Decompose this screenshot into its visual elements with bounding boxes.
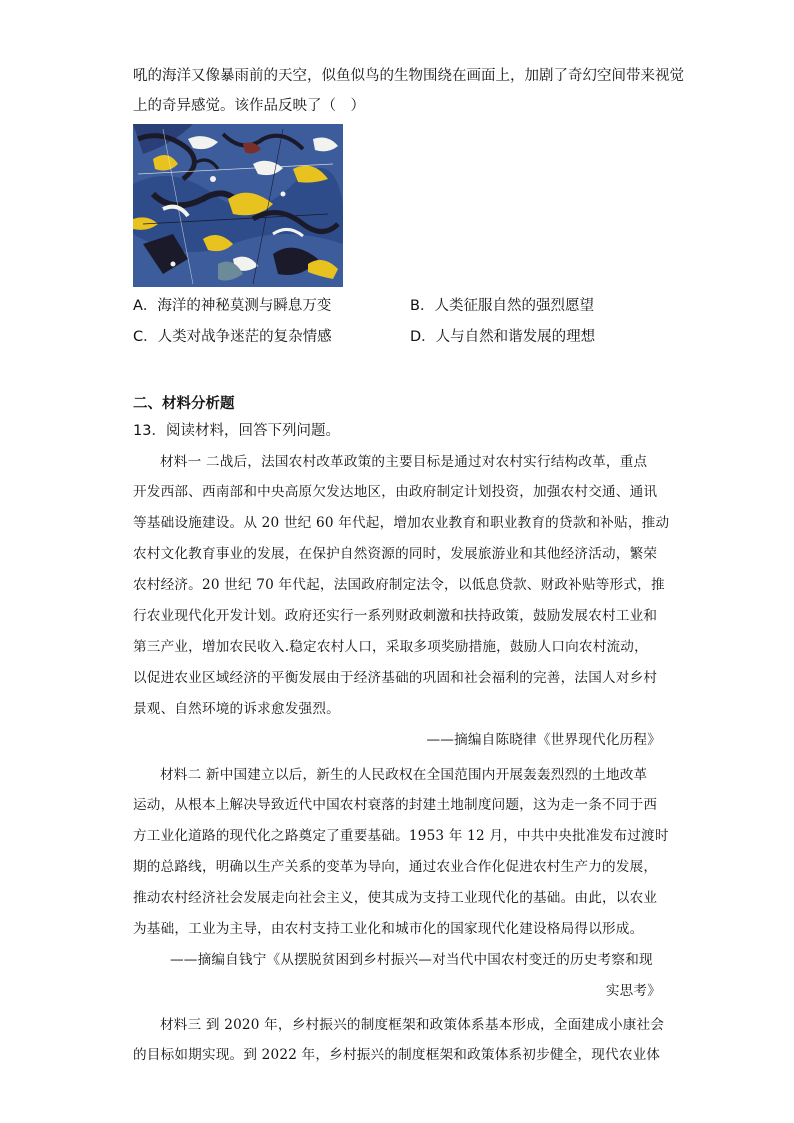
- option-d: D．人与自然和谐发展的理想: [410, 329, 596, 345]
- material1-line: 行农业现代化开发计划。政府还实行一系列财政刺激和扶持政策，鼓励发展农村工业和: [133, 608, 658, 624]
- material1-line: 第三产业，增加农民收入.稳定农村人口，采取多项奖励措施，鼓励人口向农村流动，: [133, 639, 648, 655]
- intro-line-2: 上的奇异感觉。该作品反映了（ ）: [133, 98, 365, 114]
- material2-line: 材料二 新中国建立以后，新生的人民政权在全国范围内开展轰轰烈烈的土地改革: [160, 767, 648, 783]
- material1-line: 等基础设施建设。从 20 世纪 60 年代起，增加农业教育和职业教育的贷款和补贴，推动: [133, 515, 670, 531]
- abstract-painting-image: [133, 124, 343, 287]
- option-c: C．人类对战争迷茫的复杂情感: [133, 329, 332, 345]
- material1-line: 农村文化教育事业的发展，在保护自然资源的同时，发展旅游业和其他经济活动，繁荣: [133, 546, 658, 562]
- material1-line: 景观、自然环境的诉求愈发强烈。: [133, 701, 340, 717]
- material3-line: 材料三 到 2020 年，乡村振兴的制度框架和政策体系基本形成，全面建成小康社会: [160, 1017, 665, 1033]
- material1-line: 农村经济。20 世纪 70 年代起，法国政府制定法令，以低息贷款、财政补贴等形式，推: [133, 577, 665, 593]
- material1-line: 开发西部、西南部和中央高原欠发达地区，由政府制定计划投资，加强农村交通、通讯: [133, 484, 658, 500]
- material2-line: 为基础，工业为主导，由农村支持工业化和城市化的国家现代化建设格局得以形成。: [133, 921, 644, 937]
- material1-line: 以促进农业区域经济的平衡发展由于经济基础的巩固和社会福利的完善，法国人对乡村: [133, 670, 658, 686]
- intro-line-1: 吼的海洋又像暴雨前的天空，似鱼似鸟的生物围绕在画面上，加剧了奇幻空间带来视觉: [133, 68, 684, 84]
- section-heading: 二、材料分析题: [133, 396, 235, 412]
- material1-source: ——摘编自陈晓律《世界现代化历程》: [426, 732, 661, 748]
- option-b: B．人类征服自然的强烈愿望: [410, 298, 594, 314]
- material2-line: 期的总路线，明确以生产关系的变革为导向，通过农业合作化促进农村生产力的发展，: [133, 859, 658, 875]
- option-a: A．海洋的神秘莫测与瞬息万变: [133, 298, 332, 314]
- material3-line: 的目标如期实现。到 2022 年，乡村振兴的制度框架和政策体系初步健全，现代农业体: [133, 1047, 661, 1063]
- material2-line: 方工业化道路的现代化之路奠定了重要基础。1953 年 12 月，中共中央批准发布过渡时: [133, 828, 669, 844]
- material1-line: 材料一 二战后，法国农村改革政策的主要目标是通过对农村实行结构改革，重点: [160, 454, 648, 470]
- material2-source-cont: 实思考》: [605, 983, 661, 999]
- material2-source: ——摘编自钱宁《从摆脱贫困到乡村振兴—对当代中国农村变迁的历史考察和现: [170, 952, 653, 968]
- question-13: 13．阅读材料，回答下列问题。: [133, 423, 340, 439]
- material2-line: 运动，从根本上解决导致近代中国农村衰落的封建土地制度问题，这为走一条不同于西: [133, 797, 658, 813]
- material2-line: 推动农村经济社会发展走向社会主义，使其成为支持工业现代化的基础。由此，以农业: [133, 890, 658, 906]
